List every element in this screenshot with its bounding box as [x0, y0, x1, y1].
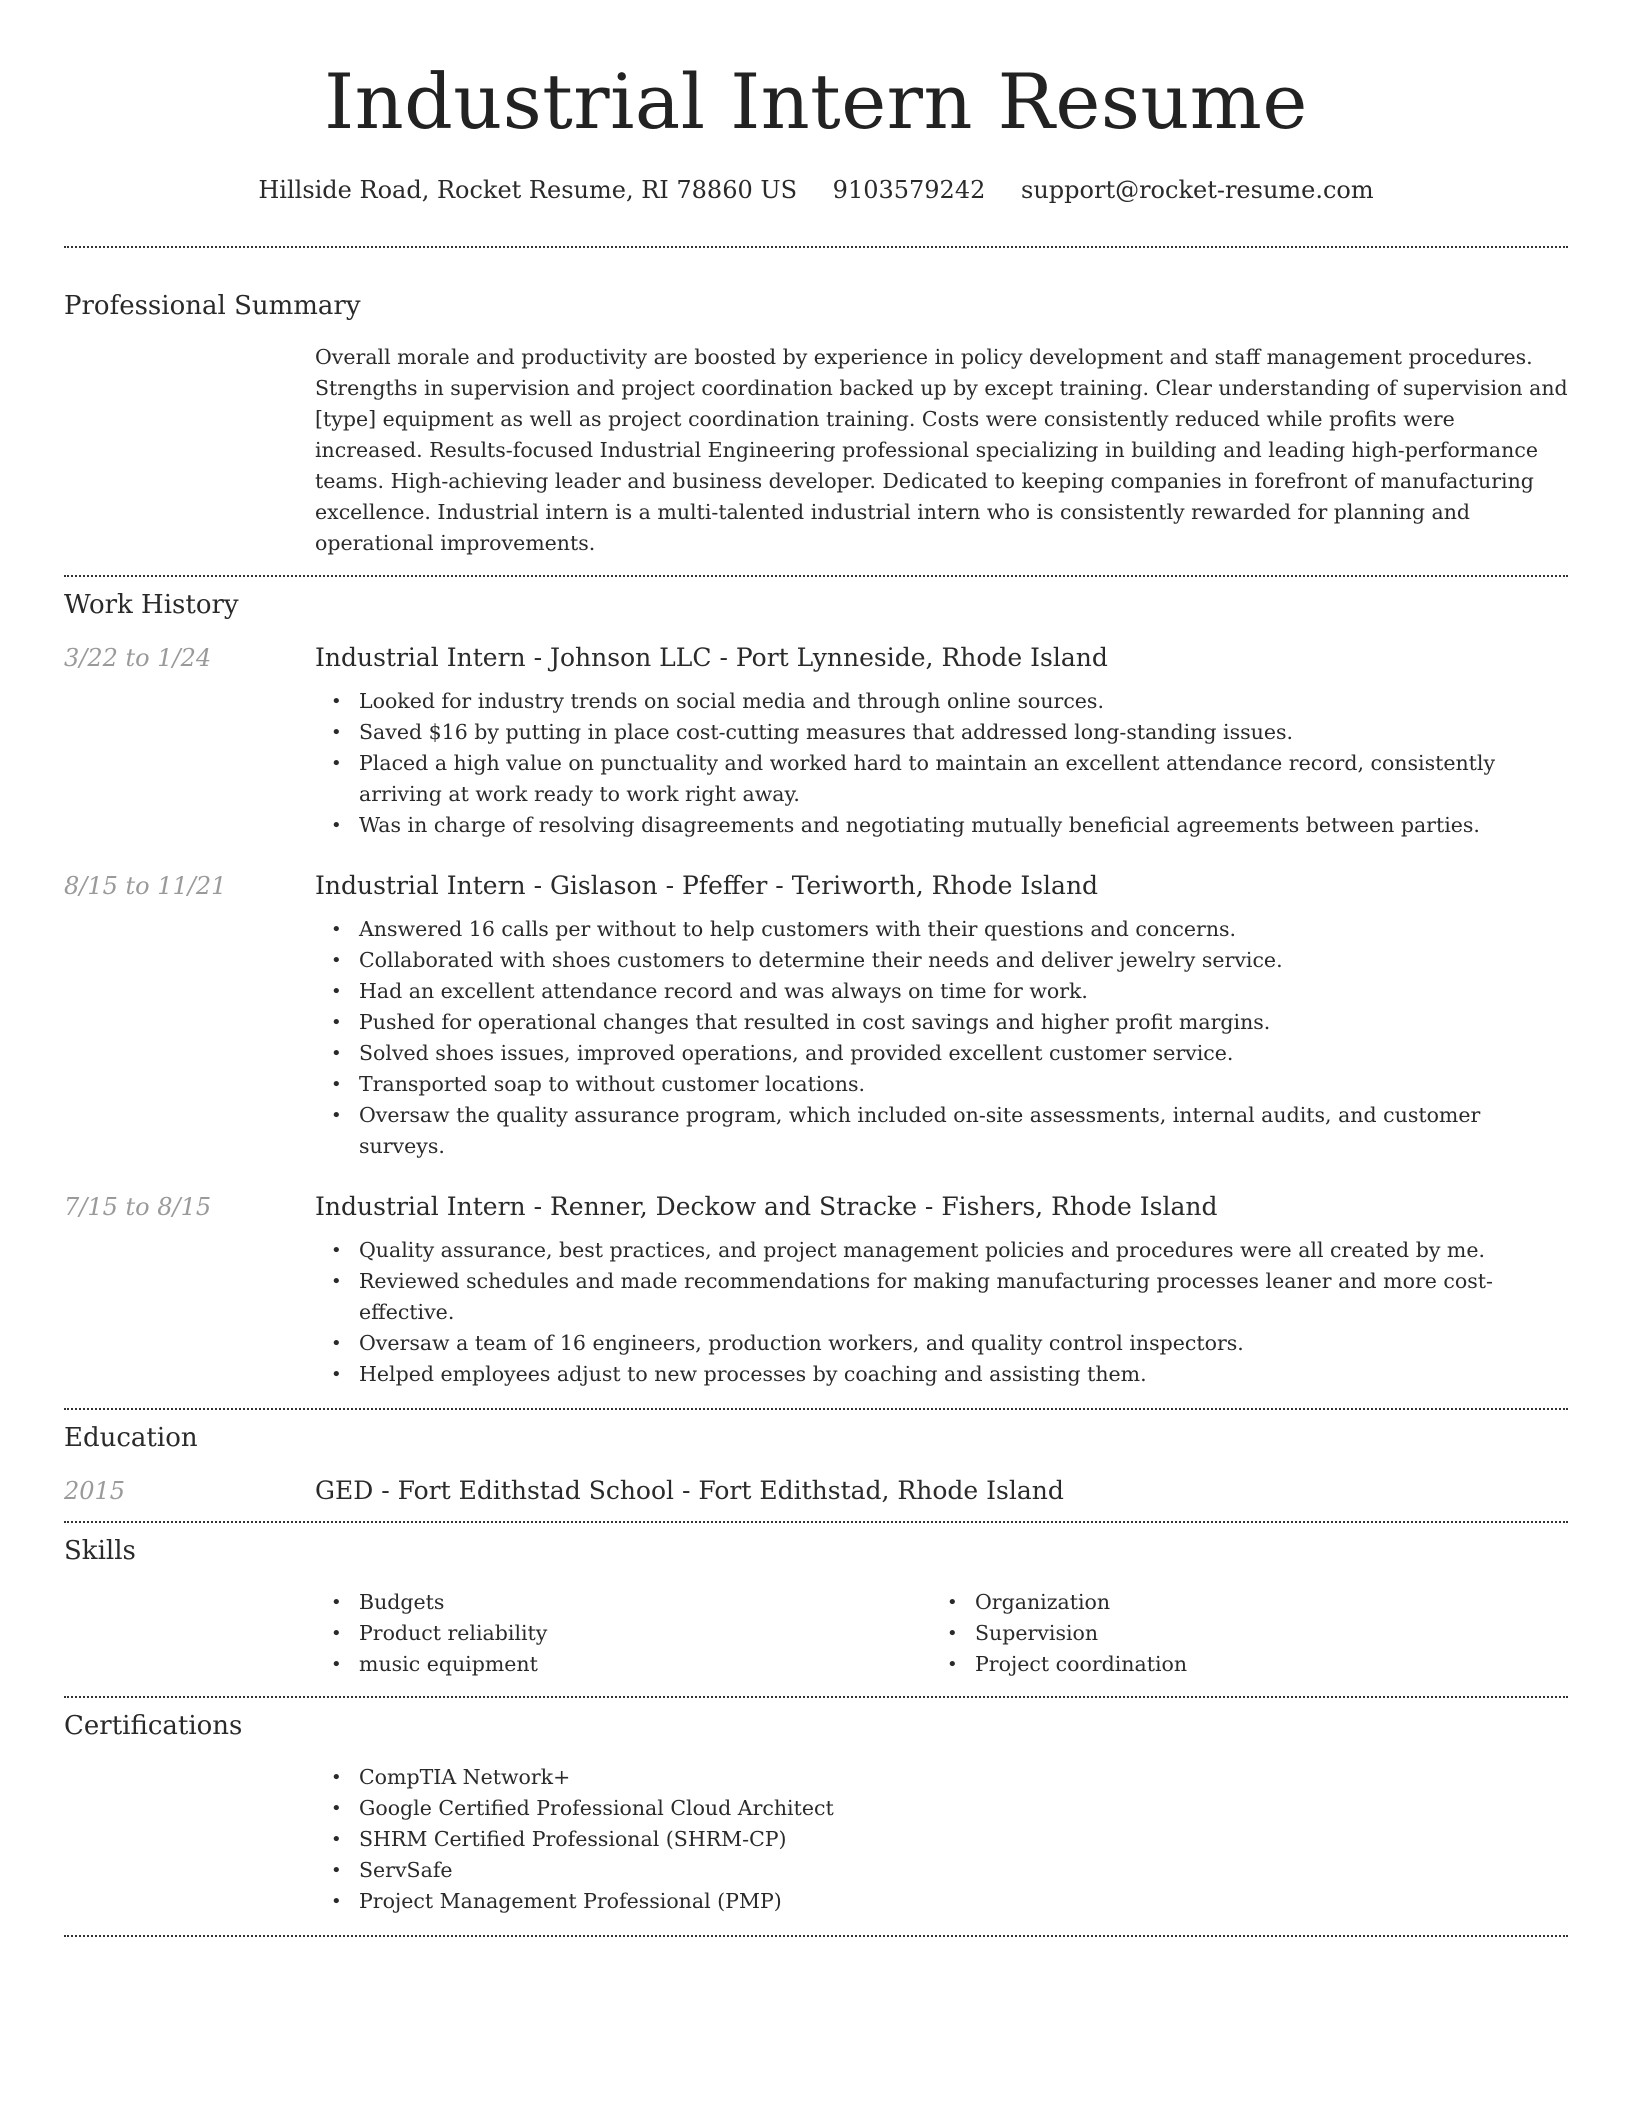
education-entry [64, 1476, 1568, 1505]
skills-list [315, 1587, 1568, 1680]
job-entry [64, 1192, 1568, 1390]
job-dates: 7/15 to 8/15 [64, 1193, 212, 1221]
list-item: • Placed a high value on punctuality and worked hard to maintain an excellent attendance record, consistently arriving at work ready to work right away. [315, 748, 1568, 810]
section-divider [64, 1935, 1568, 1937]
job-header [64, 1192, 1568, 1221]
job-header [64, 871, 1568, 900]
education-title: GED - Fort Edithstad School - Fort Edithstad, Rhode Island [315, 1476, 1064, 1505]
job-title: Industrial Intern - Johnson LLC - Port Lynneside, Rhode Island [315, 643, 1108, 672]
contact-email: support@rocket-resume.com [1021, 176, 1374, 204]
resume-page [64, 0, 1568, 1937]
list-item: • Pushed for operational changes that resulted in cost savings and higher profit margins. [315, 1007, 1568, 1038]
education-year: 2015 [64, 1477, 126, 1505]
list-item: • SHRM Certified Professional (SHRM-CP) [315, 1824, 1568, 1855]
list-item: • Oversaw the quality assurance program, which included on-site assessments, internal audits, and customer surveys. [315, 1100, 1568, 1162]
page-title: Industrial Intern Resume [324, 57, 1308, 146]
job-title: Industrial Intern - Gislason - Pfeffer - Teriworth, Rhode Island [315, 871, 1099, 900]
contact-line [64, 172, 1568, 208]
section-divider [64, 1696, 1568, 1698]
list-item: • Product reliability [315, 1618, 931, 1649]
job-bullets [315, 686, 1568, 841]
job-dates: 3/22 to 1/24 [64, 644, 212, 672]
list-item: • CompTIA Network+ [315, 1762, 1568, 1793]
job-header [64, 643, 1568, 672]
section-divider [64, 246, 1568, 248]
job-dates: 8/15 to 11/21 [64, 872, 227, 900]
job-entry [64, 871, 1568, 1162]
work-heading: Work History [64, 590, 239, 620]
list-item: • Quality assurance, best practices, and project management policies and procedures were all created by me. [315, 1235, 1568, 1266]
section-divider [64, 1521, 1568, 1523]
list-item: • Organization [931, 1587, 1547, 1618]
contact-address: Hillside Road, Rocket Resume, RI 78860 US [258, 176, 798, 204]
summary-heading: Professional Summary [64, 291, 361, 321]
job-bullets [315, 1235, 1568, 1390]
list-item: • Supervision [931, 1618, 1547, 1649]
list-item: • Budgets [315, 1587, 931, 1618]
list-item: • Saved $16 by putting in place cost-cutting measures that addressed long-standing issues. [315, 717, 1568, 748]
skills-column-right [931, 1587, 1547, 1680]
summary-section [315, 342, 1568, 559]
list-item: • music equipment [315, 1649, 931, 1680]
education-heading: Education [64, 1423, 198, 1453]
job-entry [64, 643, 1568, 841]
list-item: • Looked for industry trends on social media and through online sources. [315, 686, 1568, 717]
certifications-heading: Certifications [64, 1711, 243, 1741]
list-item: • Had an excellent attendance record and was always on time for work. [315, 976, 1568, 1007]
list-item: • Reviewed schedules and made recommendations for making manufacturing processes leaner and more cost-effective. [315, 1266, 1568, 1328]
skills-heading: Skills [64, 1536, 136, 1566]
job-bullets [315, 914, 1568, 1162]
contact-phone: 9103579242 [832, 176, 986, 204]
summary-text: Overall morale and productivity are boosted by experience in policy development and staff management procedures. Strengths in supervision and project coordination backed up by except training. Clear understanding of supervision and [type] equipment as well as project coordination training. Costs were consistently reduced while profits were increased. Results-focused Industrial Engineering professional specializing in building and leading high-performance teams. High-achieving leader and business developer. Dedicated to keeping companies in forefront of manufacturing excellence. Industrial intern is a multi-talented industrial intern who is consistently rewarded for planning and operational improvements. [315, 345, 1568, 555]
list-item: • Was in charge of resolving disagreements and negotiating mutually beneficial agreements between parties. [315, 810, 1568, 841]
list-item: • Collaborated with shoes customers to determine their needs and deliver jewelry service. [315, 945, 1568, 976]
list-item: • Project Management Professional (PMP) [315, 1886, 1568, 1917]
skills-column-left [315, 1587, 931, 1680]
section-divider [64, 575, 1568, 577]
list-item: • Transported soap to without customer locations. [315, 1069, 1568, 1100]
list-item: • Google Certified Professional Cloud Architect [315, 1793, 1568, 1824]
list-item: • Solved shoes issues, improved operations, and provided excellent customer service. [315, 1038, 1568, 1069]
certifications-list [315, 1762, 1568, 1917]
job-title: Industrial Intern - Renner, Deckow and Stracke - Fishers, Rhode Island [315, 1192, 1218, 1221]
list-item: • Project coordination [931, 1649, 1547, 1680]
section-divider [64, 1408, 1568, 1410]
list-item: • Helped employees adjust to new processes by coaching and assisting them. [315, 1359, 1568, 1390]
list-item: • Answered 16 calls per without to help customers with their questions and concerns. [315, 914, 1568, 945]
list-item: • Oversaw a team of 16 engineers, production workers, and quality control inspectors. [315, 1328, 1568, 1359]
list-item: • ServSafe [315, 1855, 1568, 1886]
